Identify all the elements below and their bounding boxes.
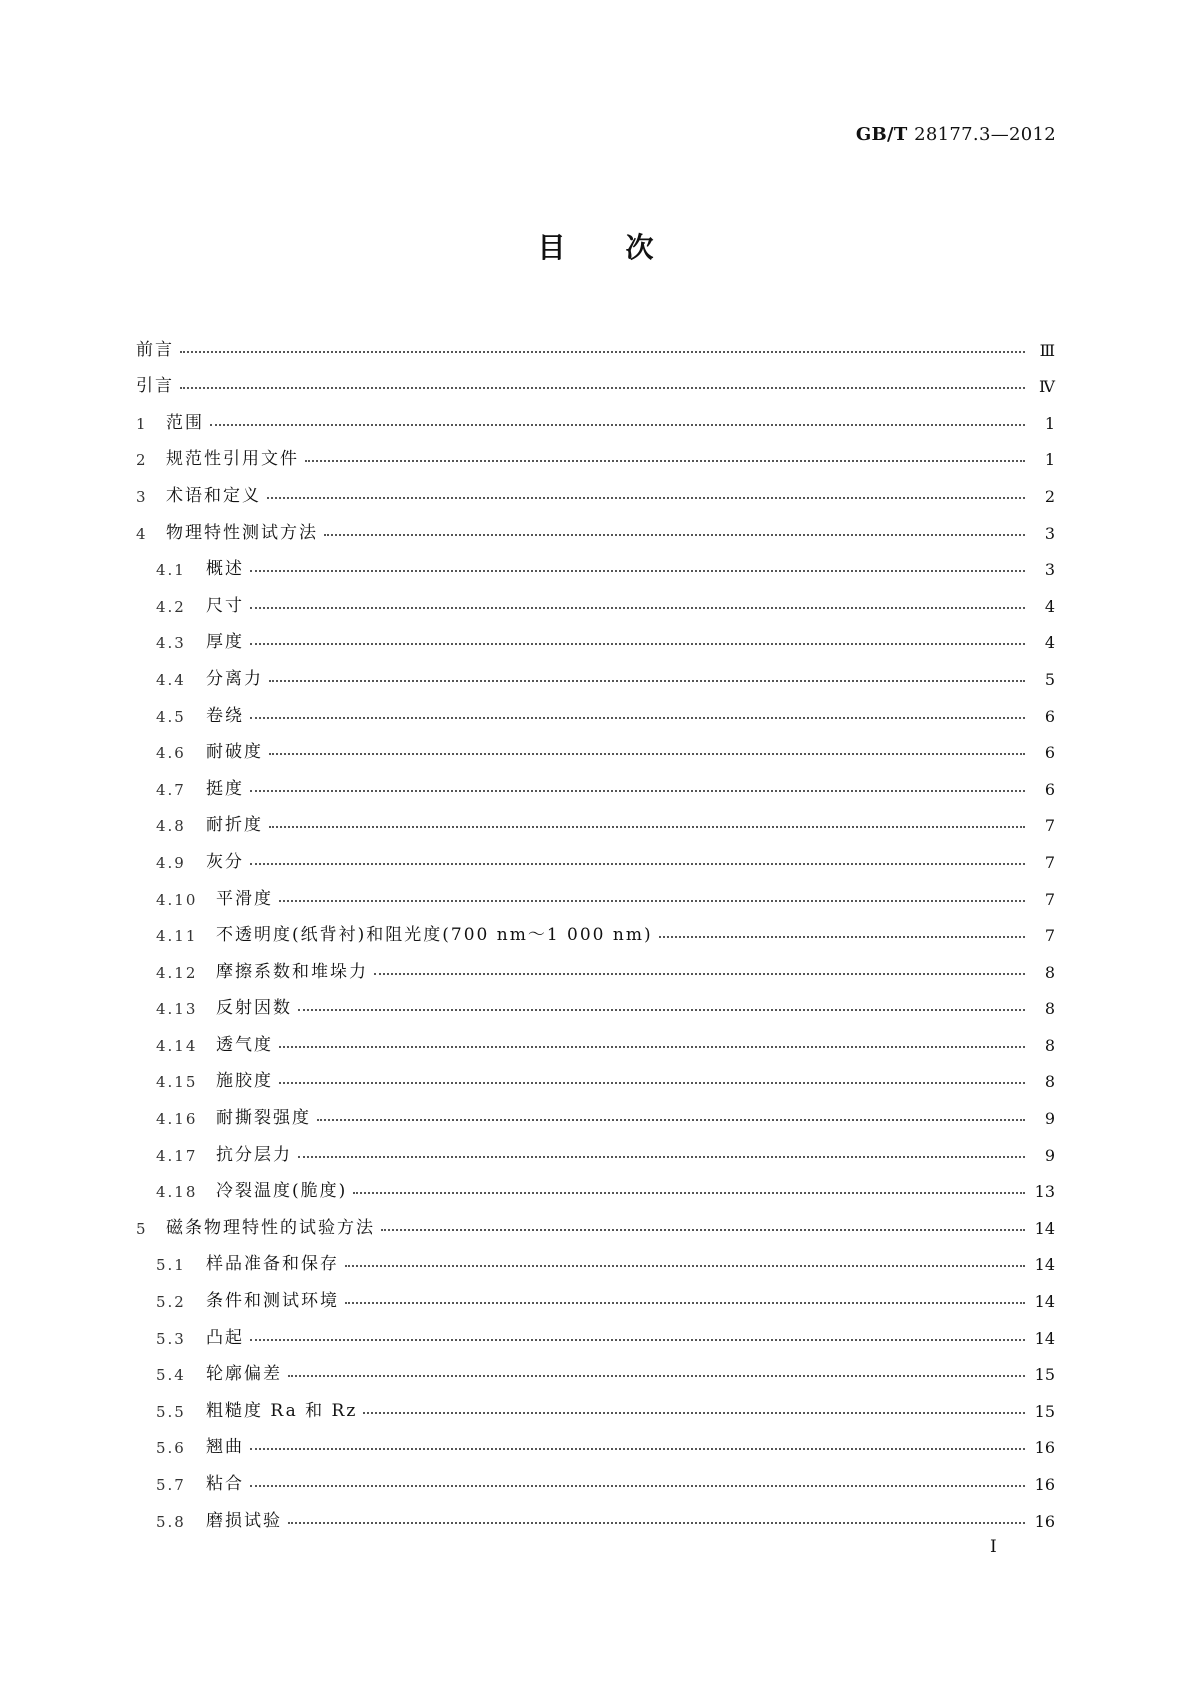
toc-entry-title: 挺度 <box>206 778 244 799</box>
toc-entry-page: 1 <box>1044 413 1055 433</box>
toc-entry-title: 分离力 <box>206 668 263 689</box>
toc-entry-title: 凸起 <box>206 1327 244 1348</box>
toc-dot-leader <box>381 1229 1025 1231</box>
toc-entry-number: 5.2 <box>156 1293 186 1312</box>
toc-entry-page: 8 <box>1044 999 1055 1019</box>
toc-entry-title: 翘曲 <box>206 1437 244 1458</box>
toc-entry-number: 1 <box>136 414 148 433</box>
toc-entry-number: 4.4 <box>156 670 186 689</box>
toc-dot-leader <box>363 1412 1024 1414</box>
toc-entry-title: 概述 <box>206 559 244 580</box>
toc-entry-page: 13 <box>1034 1182 1055 1202</box>
toc-entry[interactable] <box>136 469 1055 506</box>
toc-entry-page: Ⅲ <box>1039 340 1055 360</box>
toc-entry-number: 4.15 <box>156 1073 198 1092</box>
toc-entry-page: 16 <box>1034 1475 1055 1494</box>
toc-entry-number: 4.8 <box>156 817 186 836</box>
toc-entry-page: 8 <box>1044 1072 1055 1092</box>
table-of-contents <box>136 323 1055 1531</box>
toc-entry-page: 14 <box>1034 1292 1055 1312</box>
toc-dot-leader <box>324 534 1025 536</box>
toc-dot-leader <box>279 900 1025 902</box>
toc-entry-page: 3 <box>1044 560 1055 580</box>
toc-entry-page: 14 <box>1034 1328 1055 1348</box>
toc-dot-leader <box>305 460 1025 462</box>
toc-dot-leader <box>279 1046 1025 1048</box>
toc-entry-number: 4.2 <box>156 597 186 616</box>
toc-entry-number: 5.7 <box>156 1476 186 1494</box>
toc-dot-leader <box>250 1339 1025 1341</box>
toc-entry-page: Ⅳ <box>1039 377 1055 397</box>
toc-entry[interactable] <box>136 579 1055 616</box>
toc-entry-page: 16 <box>1034 1438 1055 1458</box>
toc-entry[interactable] <box>136 1274 1055 1311</box>
toc-entry[interactable] <box>136 616 1055 653</box>
toc-dot-leader <box>269 753 1025 755</box>
toc-entry-number: 4.1 <box>156 561 186 580</box>
toc-entry-title: 耐破度 <box>206 742 263 763</box>
toc-entry-page: 16 <box>1034 1511 1055 1531</box>
toc-entry-page: 7 <box>1044 852 1055 872</box>
toc-dot-leader <box>250 717 1025 719</box>
toc-entry-title: 轮廓偏差 <box>206 1364 282 1385</box>
toc-entry[interactable] <box>136 652 1055 689</box>
toc-entry-number: 5.5 <box>156 1402 186 1421</box>
toc-entry-title: 粗糙度 Ra 和 Rz <box>206 1400 358 1421</box>
toc-entry-page: 15 <box>1034 1365 1055 1385</box>
toc-entry-title: 灰分 <box>206 851 244 872</box>
toc-entry-number: 4.14 <box>156 1036 198 1055</box>
toc-entry[interactable] <box>136 1165 1055 1202</box>
toc-entry[interactable] <box>136 1055 1055 1092</box>
page-title: 目次 <box>537 231 714 264</box>
toc-entry-title: 施胶度 <box>216 1071 273 1092</box>
toc-dot-leader <box>298 1156 1025 1158</box>
toc-entry[interactable] <box>136 872 1055 909</box>
toc-entry-number: 2 <box>136 451 148 470</box>
toc-entry-number: 3 <box>136 487 148 506</box>
toc-entry-number: 4.10 <box>156 890 198 909</box>
toc-dot-leader <box>317 1119 1025 1121</box>
toc-dot-leader <box>269 826 1025 828</box>
toc-entry-title: 术语和定义 <box>166 485 261 506</box>
toc-entry[interactable] <box>136 1494 1055 1531</box>
toc-entry-number: 4.11 <box>156 927 198 946</box>
toc-entry-number: 4.9 <box>156 853 186 872</box>
toc-entry-number: 4.13 <box>156 1000 198 1019</box>
toc-entry[interactable] <box>136 1201 1055 1238</box>
toc-entry-title: 样品准备和保存 <box>206 1254 339 1275</box>
toc-entry-page: 3 <box>1044 523 1055 543</box>
toc-entry-page: 6 <box>1044 779 1055 799</box>
toc-dot-leader <box>250 863 1025 865</box>
toc-entry[interactable] <box>136 762 1055 799</box>
toc-entry-number: 5.4 <box>156 1366 186 1385</box>
toc-entry-title: 粘合 <box>206 1474 244 1494</box>
toc-dot-leader <box>267 497 1025 499</box>
toc-entry-number: 5.6 <box>156 1439 186 1458</box>
toc-entry[interactable] <box>136 1128 1055 1165</box>
toc-entry-title: 抗分层力 <box>216 1144 292 1165</box>
toc-entry[interactable] <box>136 360 1055 397</box>
toc-entry-title: 范围 <box>166 412 204 433</box>
toc-dot-leader <box>298 1009 1025 1011</box>
toc-entry-number: 4.17 <box>156 1146 198 1165</box>
toc-dot-leader <box>180 351 1025 353</box>
toc-entry-page: 2 <box>1044 486 1055 506</box>
toc-dot-leader <box>250 790 1025 792</box>
toc-entry[interactable] <box>136 726 1055 763</box>
toc-dot-leader <box>353 1192 1024 1194</box>
toc-entry-page: 14 <box>1034 1218 1055 1238</box>
toc-entry-page: 4 <box>1044 596 1055 616</box>
toc-entry[interactable] <box>136 1348 1055 1385</box>
toc-entry[interactable] <box>136 543 1055 580</box>
toc-entry-page: 6 <box>1044 706 1055 726</box>
toc-entry-title: 平滑度 <box>216 888 273 909</box>
toc-dot-leader <box>345 1302 1025 1304</box>
toc-entry[interactable] <box>136 909 1055 946</box>
toc-entry[interactable] <box>136 1384 1055 1421</box>
toc-dot-leader <box>180 387 1025 389</box>
toc-dot-leader <box>288 1375 1025 1377</box>
toc-entry-title: 厚度 <box>206 632 244 653</box>
toc-entry-page: 8 <box>1044 1035 1055 1055</box>
toc-entry-page: 7 <box>1044 816 1055 836</box>
page-number: I <box>990 1537 997 1557</box>
toc-entry-title: 引言 <box>136 376 174 397</box>
toc-entry-number: 5.3 <box>156 1329 186 1348</box>
toc-entry[interactable] <box>136 799 1055 836</box>
toc-entry[interactable] <box>136 506 1055 543</box>
toc-entry-number: 5.1 <box>156 1256 186 1275</box>
toc-entry[interactable] <box>136 323 1055 360</box>
toc-entry[interactable] <box>136 835 1055 872</box>
toc-dot-leader <box>250 1448 1025 1450</box>
toc-entry[interactable] <box>136 1421 1055 1458</box>
standard-code: 28177.3—2012 <box>914 124 1056 145</box>
toc-entry-number: 4.16 <box>156 1110 198 1129</box>
toc-dot-leader <box>288 1522 1025 1524</box>
toc-entry[interactable] <box>136 1018 1055 1055</box>
toc-entry-title: 规范性引用文件 <box>166 449 299 470</box>
toc-entry-number: 4.3 <box>156 634 186 653</box>
standard-number <box>856 124 1056 145</box>
toc-entry[interactable] <box>136 1311 1055 1348</box>
toc-dot-leader <box>210 424 1025 426</box>
toc-entry[interactable] <box>136 433 1055 470</box>
toc-entry[interactable] <box>136 396 1055 433</box>
toc-entry-number: 5.8 <box>156 1512 186 1531</box>
toc-entry-number: 4.5 <box>156 707 186 726</box>
toc-entry-title: 尺寸 <box>206 595 244 616</box>
toc-entry-page: 14 <box>1034 1255 1055 1275</box>
toc-dot-leader <box>269 680 1025 682</box>
toc-entry-title: 透气度 <box>216 1034 273 1055</box>
toc-entry-page: 7 <box>1044 926 1055 946</box>
toc-entry-title: 反射因数 <box>216 998 292 1019</box>
toc-entry-page: 7 <box>1044 889 1055 909</box>
toc-dot-leader <box>250 607 1025 609</box>
toc-entry-title: 耐折度 <box>206 815 263 836</box>
toc-dot-leader <box>250 643 1025 645</box>
toc-dot-leader <box>345 1265 1025 1267</box>
toc-entry[interactable] <box>136 1238 1055 1275</box>
toc-entry-title: 前言 <box>136 339 174 360</box>
toc-entry-page: 5 <box>1044 669 1055 689</box>
toc-entry-page: 9 <box>1044 1109 1055 1129</box>
standard-prefix: GB/T <box>855 124 908 145</box>
toc-dot-leader <box>374 973 1025 975</box>
toc-entry-page: 6 <box>1044 743 1055 763</box>
toc-entry-title: 摩擦系数和堆垛力 <box>216 961 368 982</box>
toc-entry-number: 4.12 <box>156 963 198 982</box>
toc-entry-number: 5 <box>136 1219 148 1238</box>
toc-entry-title: 卷绕 <box>206 705 244 726</box>
toc-entry-page: 1 <box>1044 450 1055 470</box>
toc-entry[interactable] <box>136 1091 1055 1128</box>
toc-entry-number: 4.6 <box>156 744 186 763</box>
toc-entry-title: 不透明度(纸背衬)和阻光度(700 nm～1 000 nm) <box>216 925 653 946</box>
toc-entry[interactable] <box>136 945 1055 982</box>
toc-entry-title: 耐撕裂强度 <box>216 1108 311 1129</box>
toc-dot-leader <box>659 936 1025 938</box>
toc-entry-title: 物理特性测试方法 <box>166 522 318 543</box>
toc-entry-page: 15 <box>1034 1401 1055 1421</box>
toc-entry-title: 冷裂温度(脆度) <box>216 1181 348 1202</box>
toc-entry-title: 条件和测试环境 <box>206 1291 339 1312</box>
toc-entry-page: 8 <box>1044 962 1055 982</box>
toc-entry[interactable] <box>136 689 1055 726</box>
toc-entry-number: 4.7 <box>156 780 186 799</box>
toc-dot-leader <box>250 1485 1025 1487</box>
toc-entry-title: 磨损试验 <box>206 1510 282 1531</box>
toc-entry-number: 4 <box>136 524 148 543</box>
toc-entry-page: 9 <box>1044 1145 1055 1165</box>
toc-dot-leader <box>279 1082 1025 1084</box>
toc-entry-title: 磁条物理特性的试验方法 <box>166 1217 375 1238</box>
toc-entry[interactable] <box>136 1457 1055 1494</box>
toc-entry-page: 4 <box>1044 633 1055 653</box>
toc-entry-number: 4.18 <box>156 1183 198 1202</box>
toc-entry[interactable] <box>136 982 1055 1019</box>
toc-dot-leader <box>250 570 1025 572</box>
